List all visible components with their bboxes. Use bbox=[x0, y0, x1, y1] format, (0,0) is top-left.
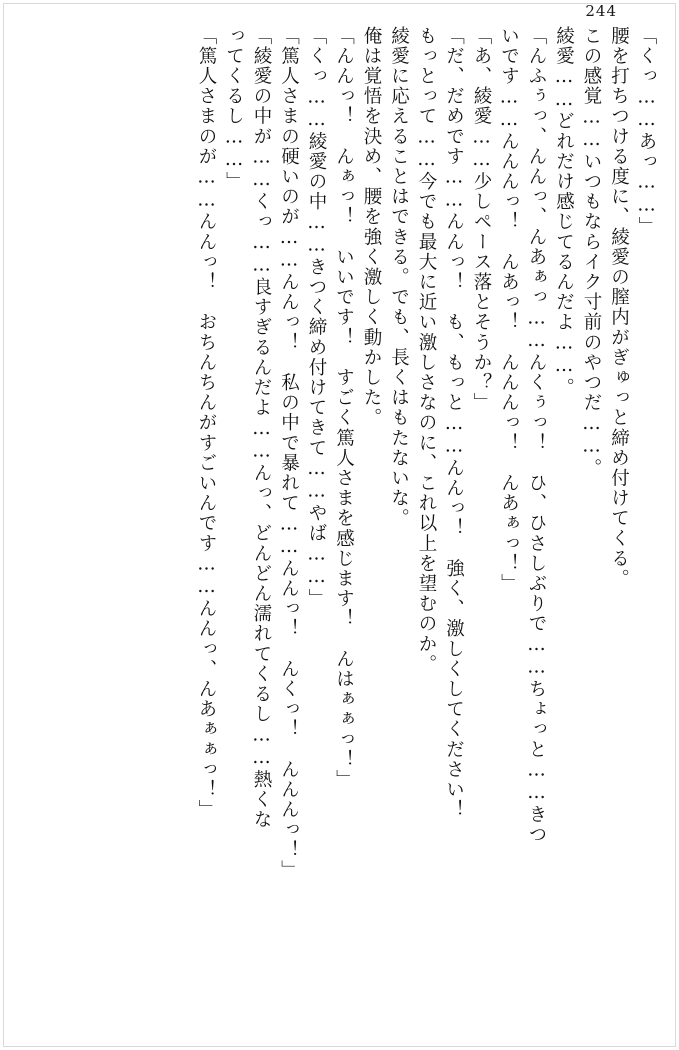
text-column: いです……んんんっ！ んあっ！ んんんっ！ んあぁっ！」 bbox=[498, 26, 520, 594]
text-column: 腰を打ちつける度に、綾愛の膣内がぎゅっと締め付けてくる。 bbox=[608, 26, 630, 589]
text-column: 綾愛に応えることはできる。でも、長くはもたないな。 bbox=[388, 26, 410, 529]
text-column: 綾愛……どれだけ感じてるんだよ……。 bbox=[553, 26, 575, 398]
text-column: 「篤人さまの硬いのが……んんっ！ 私の中で暴れて……んんっ！ んくっ！ んんんっ！」 bbox=[278, 26, 300, 881]
text-column: 俺は覚悟を決め、腰を強く激しく動かした。 bbox=[361, 26, 382, 428]
vertical-text-block bbox=[18, 26, 655, 1026]
text-column: 「んんっ！ んぁっ！ いいです！ すごく篤人さまを感じます！ んはぁぁっ！」 bbox=[333, 26, 355, 790]
text-column: 「んふぅっ、んんっ、んあぁっ……んくぅっ！ ひ、ひさしぶりで……ちょっと……きつ bbox=[526, 26, 547, 845]
text-column: 「あ、綾愛……少しペース落とそうか？」 bbox=[471, 26, 492, 413]
text-column: 「くっ……あっ……」 bbox=[636, 26, 657, 237]
text-column: 「綾愛の中が……くっ……良すぎるんだよ……んっ、どんどん濡れてくるし……熱くな bbox=[251, 26, 272, 830]
text-column: 「くっ……綾愛の中……きつく締め付けてきて……やば……」 bbox=[306, 26, 327, 609]
text-column: 「篤人さまのが……んんっ！ おちんちんがすごいんです……んんっ、んあぁぁっ！」 bbox=[196, 26, 217, 820]
page-number: 244 bbox=[585, 2, 617, 20]
text-column: ってくるし……」 bbox=[223, 26, 245, 192]
text-column: もっとって……今でも最大に近い激しさなのに、これ以上を望むのか。 bbox=[416, 26, 437, 675]
text-column: 「だ、だめです……んんっ！ も、もっと……んんっ！ 強く、激しくしてください！ bbox=[443, 26, 465, 820]
text-column: この感覚……いつもならイク寸前のやつだ……。 bbox=[581, 26, 602, 479]
